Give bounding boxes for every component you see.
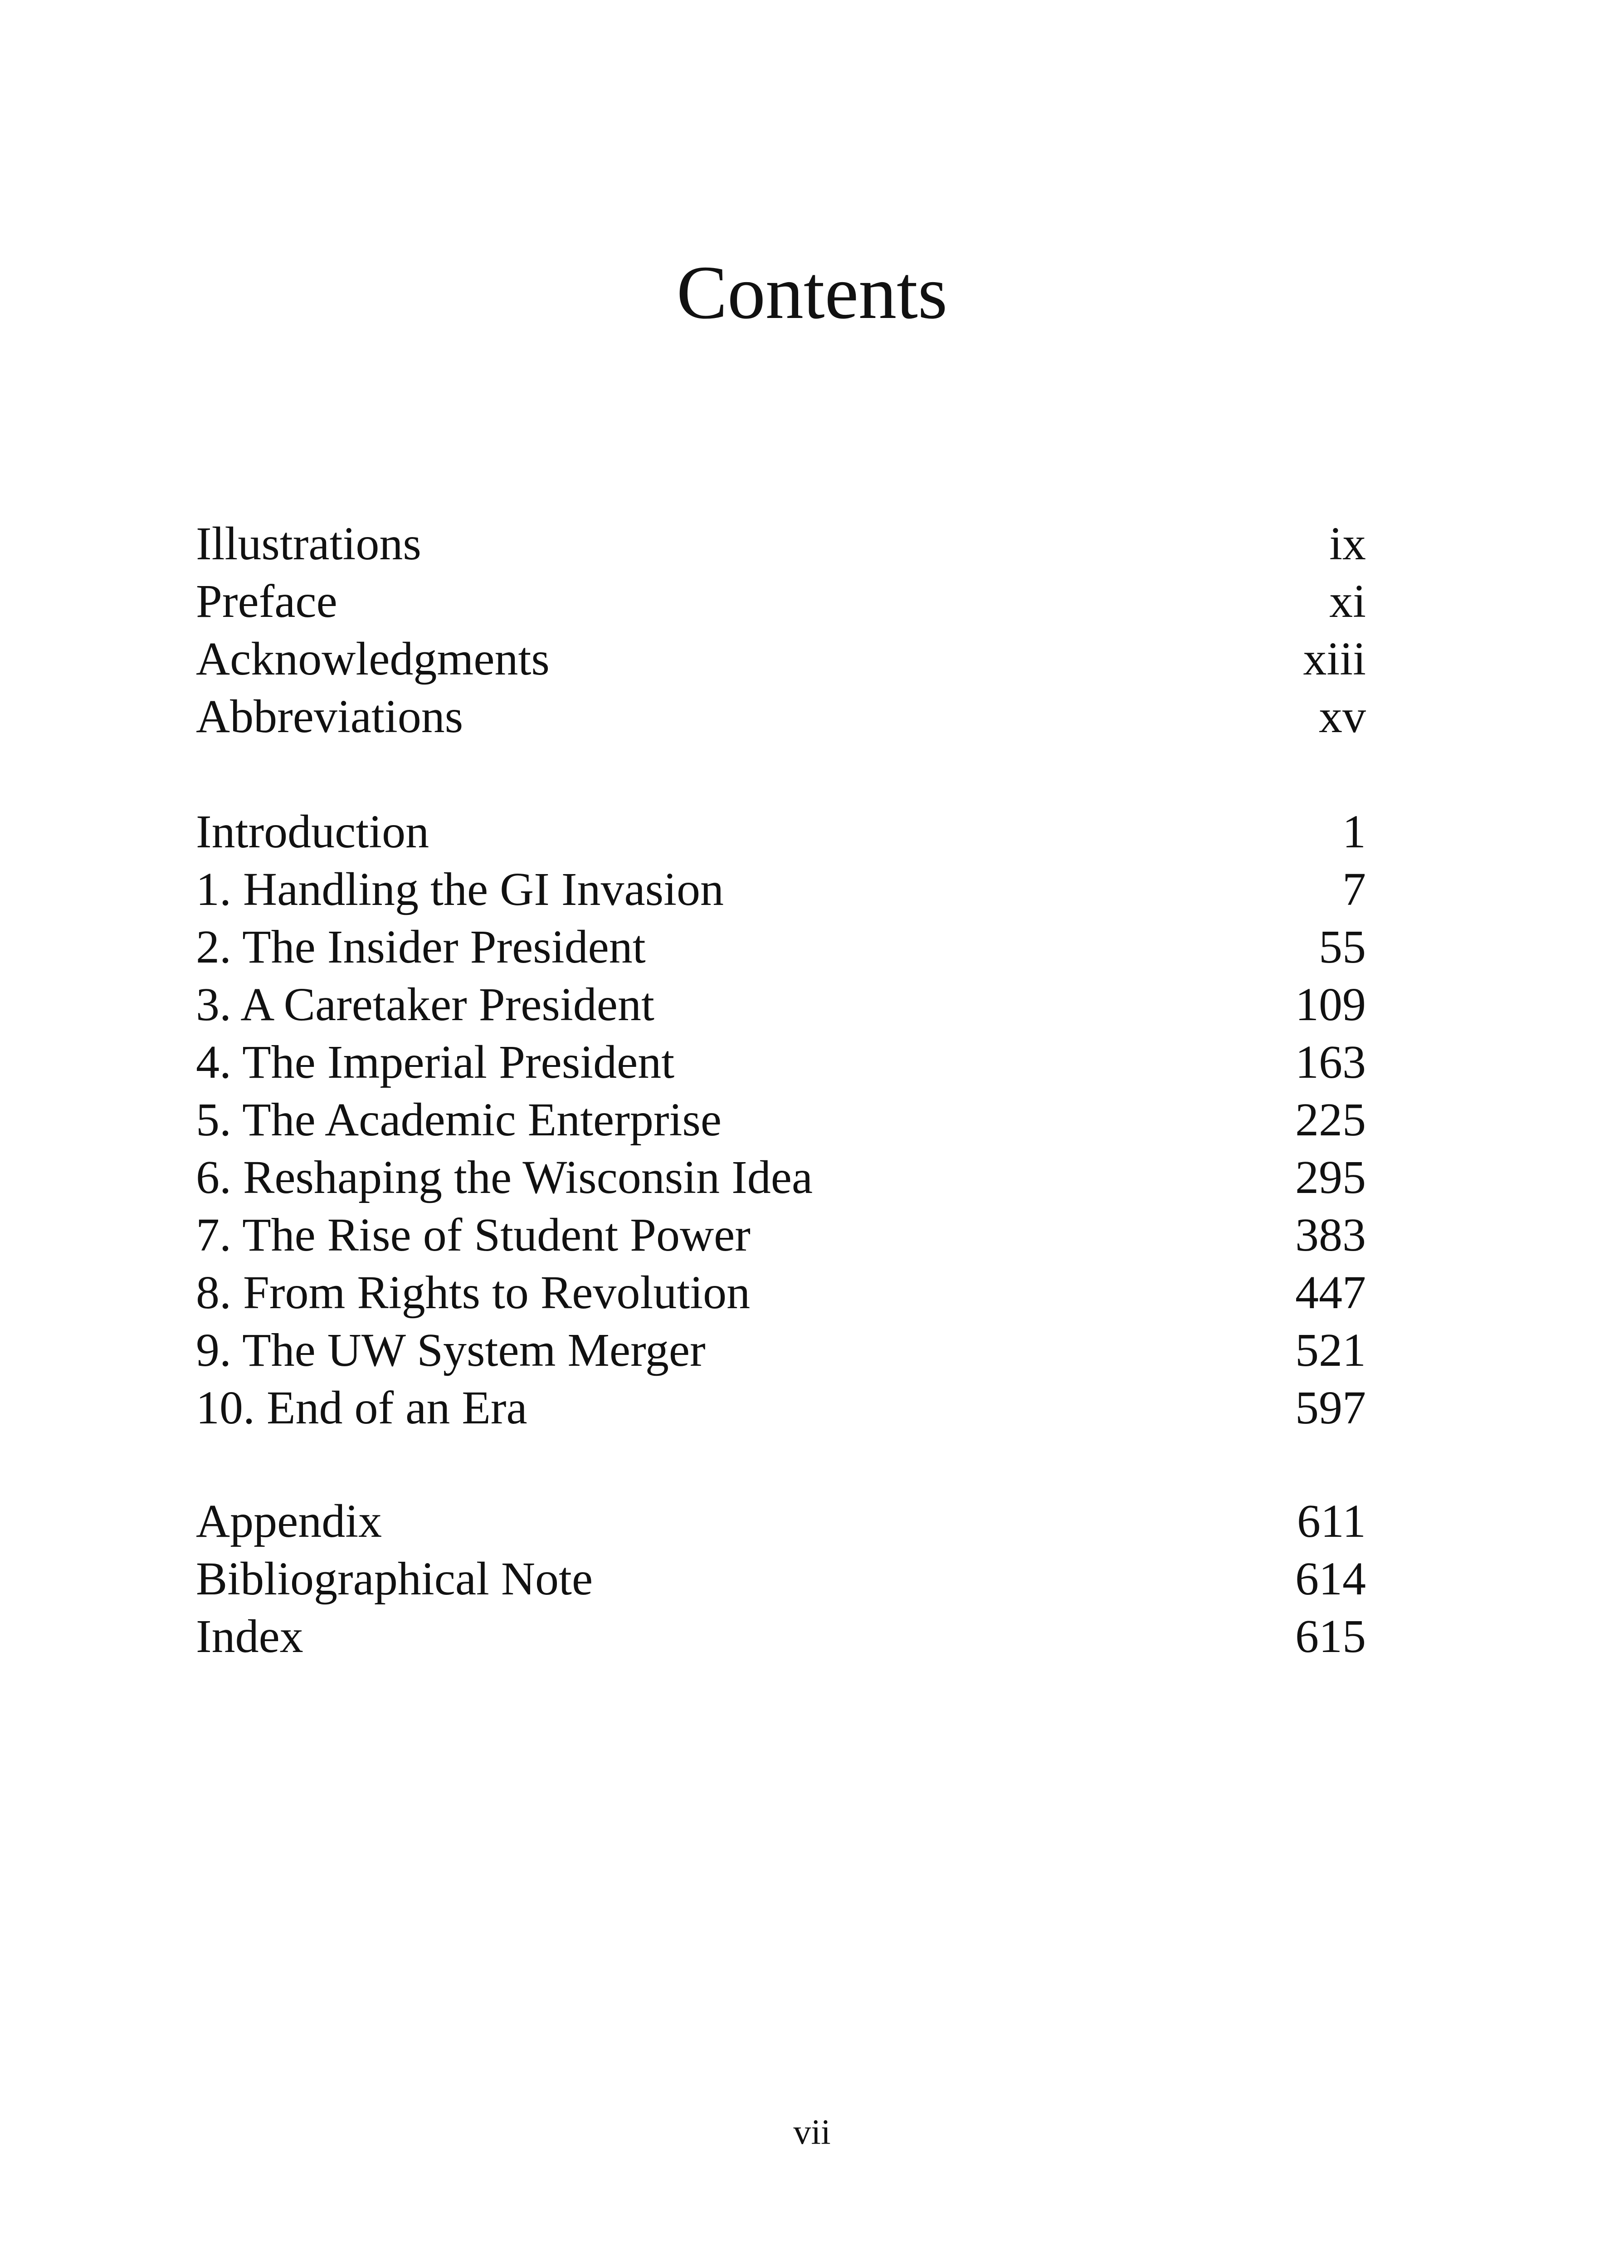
- page-number: vii: [793, 2112, 831, 2151]
- toc-entry-title: Appendix: [196, 1495, 382, 1547]
- toc-entry-title: 4. The Imperial President: [196, 1036, 675, 1088]
- toc-entry-title: 2. The Insider President: [196, 921, 646, 973]
- toc-entry: [196, 1149, 1366, 1206]
- toc-front-matter: [196, 515, 1366, 745]
- toc-entry: [196, 1492, 1366, 1550]
- toc-entry-title: 5. The Academic Enterprise: [196, 1094, 722, 1146]
- toc-entry-title: 8. From Rights to Revolution: [196, 1266, 751, 1319]
- toc-entry: [196, 630, 1366, 688]
- toc-entry-page: 225: [1295, 1094, 1366, 1146]
- toc-entry-page: 383: [1295, 1209, 1366, 1261]
- toc-entry-page: xi: [1329, 575, 1366, 627]
- toc-entry: [196, 1550, 1366, 1608]
- toc-entry-page: xv: [1319, 690, 1366, 743]
- toc-entry-title: Acknowledgments: [196, 633, 550, 685]
- toc-chapters: [196, 803, 1366, 1437]
- toc-entry-title: 1. Handling the GI Invasion: [196, 863, 724, 915]
- page-title: Contents: [676, 250, 948, 335]
- toc-entry-page: 295: [1295, 1151, 1366, 1203]
- toc-entry: [196, 1608, 1366, 1665]
- toc-entry: [196, 572, 1366, 630]
- toc-entry: [196, 1264, 1366, 1321]
- toc-back-matter: [196, 1492, 1366, 1665]
- toc-entry-title: 6. Reshaping the Wisconsin Idea: [196, 1151, 813, 1203]
- toc-entry-title: 10. End of an Era: [196, 1382, 527, 1434]
- toc-entry-page: 447: [1295, 1266, 1366, 1319]
- toc-entry-page: 7: [1342, 863, 1366, 915]
- toc-entry-page: 521: [1295, 1324, 1366, 1376]
- toc-entry: [196, 1321, 1366, 1379]
- toc-entry-title: 7. The Rise of Student Power: [196, 1209, 751, 1261]
- toc-entry: [196, 1379, 1366, 1437]
- toc-entry-page: 597: [1295, 1382, 1366, 1434]
- toc-entry-page: 611: [1297, 1495, 1366, 1547]
- toc-entry-page: 615: [1295, 1610, 1366, 1662]
- toc-entry-title: Preface: [196, 575, 337, 627]
- toc-entry: [196, 1033, 1366, 1091]
- toc-entry-page: 1: [1342, 806, 1366, 858]
- toc-entry-page: 163: [1295, 1036, 1366, 1088]
- toc-entry: [196, 803, 1366, 860]
- toc-entry-page: 109: [1295, 978, 1366, 1031]
- toc-entry: [196, 515, 1366, 572]
- toc-entry: [196, 688, 1366, 745]
- toc-entry-page: ix: [1329, 518, 1366, 570]
- toc-entry: [196, 1206, 1366, 1264]
- toc-entry: [196, 976, 1366, 1033]
- toc-entry-title: 9. The UW System Merger: [196, 1324, 706, 1376]
- toc-entry-page: 614: [1295, 1553, 1366, 1605]
- toc-entry-title: Index: [196, 1610, 303, 1662]
- toc-entry-page: 55: [1319, 921, 1366, 973]
- toc-entry-title: Bibliographical Note: [196, 1553, 593, 1605]
- toc-entry-title: 3. A Caretaker President: [196, 978, 654, 1031]
- toc-entry: [196, 918, 1366, 976]
- toc-entry-page: xiii: [1303, 633, 1366, 685]
- toc-entry-title: Abbreviations: [196, 690, 463, 743]
- toc-entry-title: Introduction: [196, 806, 429, 858]
- toc-entry: [196, 860, 1366, 918]
- toc-entry-title: Illustrations: [196, 518, 421, 570]
- toc-entry: [196, 1091, 1366, 1149]
